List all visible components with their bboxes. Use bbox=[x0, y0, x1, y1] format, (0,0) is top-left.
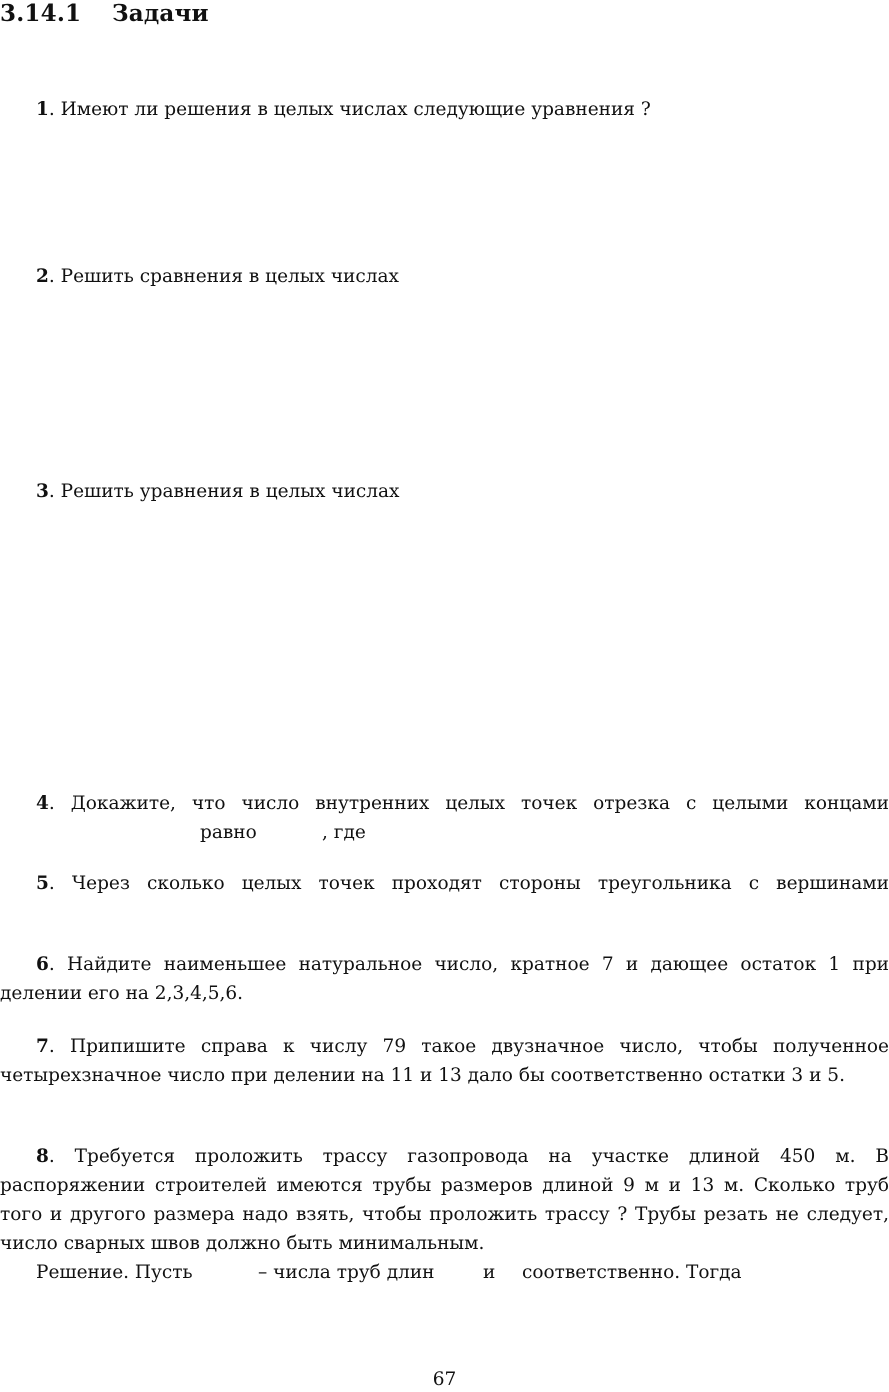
problem-text: . Докажите, что число внутренних целых точек отрезка с целыми концами bbox=[48, 793, 889, 814]
solution-end: соответственно. Тогда bbox=[522, 1262, 742, 1283]
problem-7 bbox=[0, 1032, 889, 1090]
problem-number: 7 bbox=[36, 1036, 49, 1057]
problem-number: 3 bbox=[36, 481, 49, 502]
problem-8 bbox=[0, 1142, 889, 1258]
problem-4-where: , где bbox=[322, 822, 366, 843]
section-heading bbox=[0, 0, 209, 27]
problem-2 bbox=[0, 262, 889, 291]
problem-1 bbox=[0, 95, 889, 124]
section-title: Задачи bbox=[112, 0, 209, 27]
problem-text: . Припишите справа к числу 79 такое двузначное число, чтобы полученное четырехзначное число при делении на 11 и 13 дало бы соответственно остатки 3 и 5. bbox=[0, 1036, 889, 1086]
problem-6 bbox=[0, 950, 889, 1008]
problem-text: . Найдите наименьшее натуральное число, кратное 7 и дающее остаток 1 при делении его на 2,3,4,5,6. bbox=[0, 954, 889, 1004]
problem-text: . Через сколько целых точек проходят стороны треугольника с вершинами bbox=[48, 873, 889, 894]
problem-4 bbox=[0, 789, 889, 818]
problem-number: 2 bbox=[36, 266, 49, 287]
problem-3 bbox=[0, 477, 889, 506]
problem-number: 5 bbox=[36, 873, 49, 894]
page-number: 67 bbox=[432, 1369, 457, 1390]
problem-number: 1 bbox=[36, 99, 49, 120]
problem-text: . Имеют ли решения в целых числах следующие уравнения ? bbox=[48, 99, 651, 120]
problem-4-equals: равно bbox=[200, 822, 257, 843]
problem-text: . Решить сравнения в целых числах bbox=[48, 266, 399, 287]
problem-number: 4 bbox=[36, 793, 49, 814]
section-number: 3.14.1 bbox=[0, 0, 82, 27]
problem-number: 6 bbox=[36, 954, 49, 975]
solution-start: Решение. Пусть bbox=[36, 1262, 193, 1283]
solution-and: и bbox=[483, 1262, 496, 1283]
solution-dash-text: – числа труб длин bbox=[258, 1262, 435, 1283]
problem-5 bbox=[0, 869, 889, 898]
problem-text: . Требуется проложить трассу газопровода на участке длиной 450 м. В распоряжении строителей имеются трубы размеров длиной 9 м и 13 м. Сколько труб того и другого размера надо взять, чтобы проложить трассу ? Трубы резать не следует, число сварных швов должно быть минимальным. bbox=[0, 1146, 889, 1254]
problem-number: 8 bbox=[36, 1146, 49, 1167]
problem-text: . Решить уравнения в целых числах bbox=[48, 481, 400, 502]
